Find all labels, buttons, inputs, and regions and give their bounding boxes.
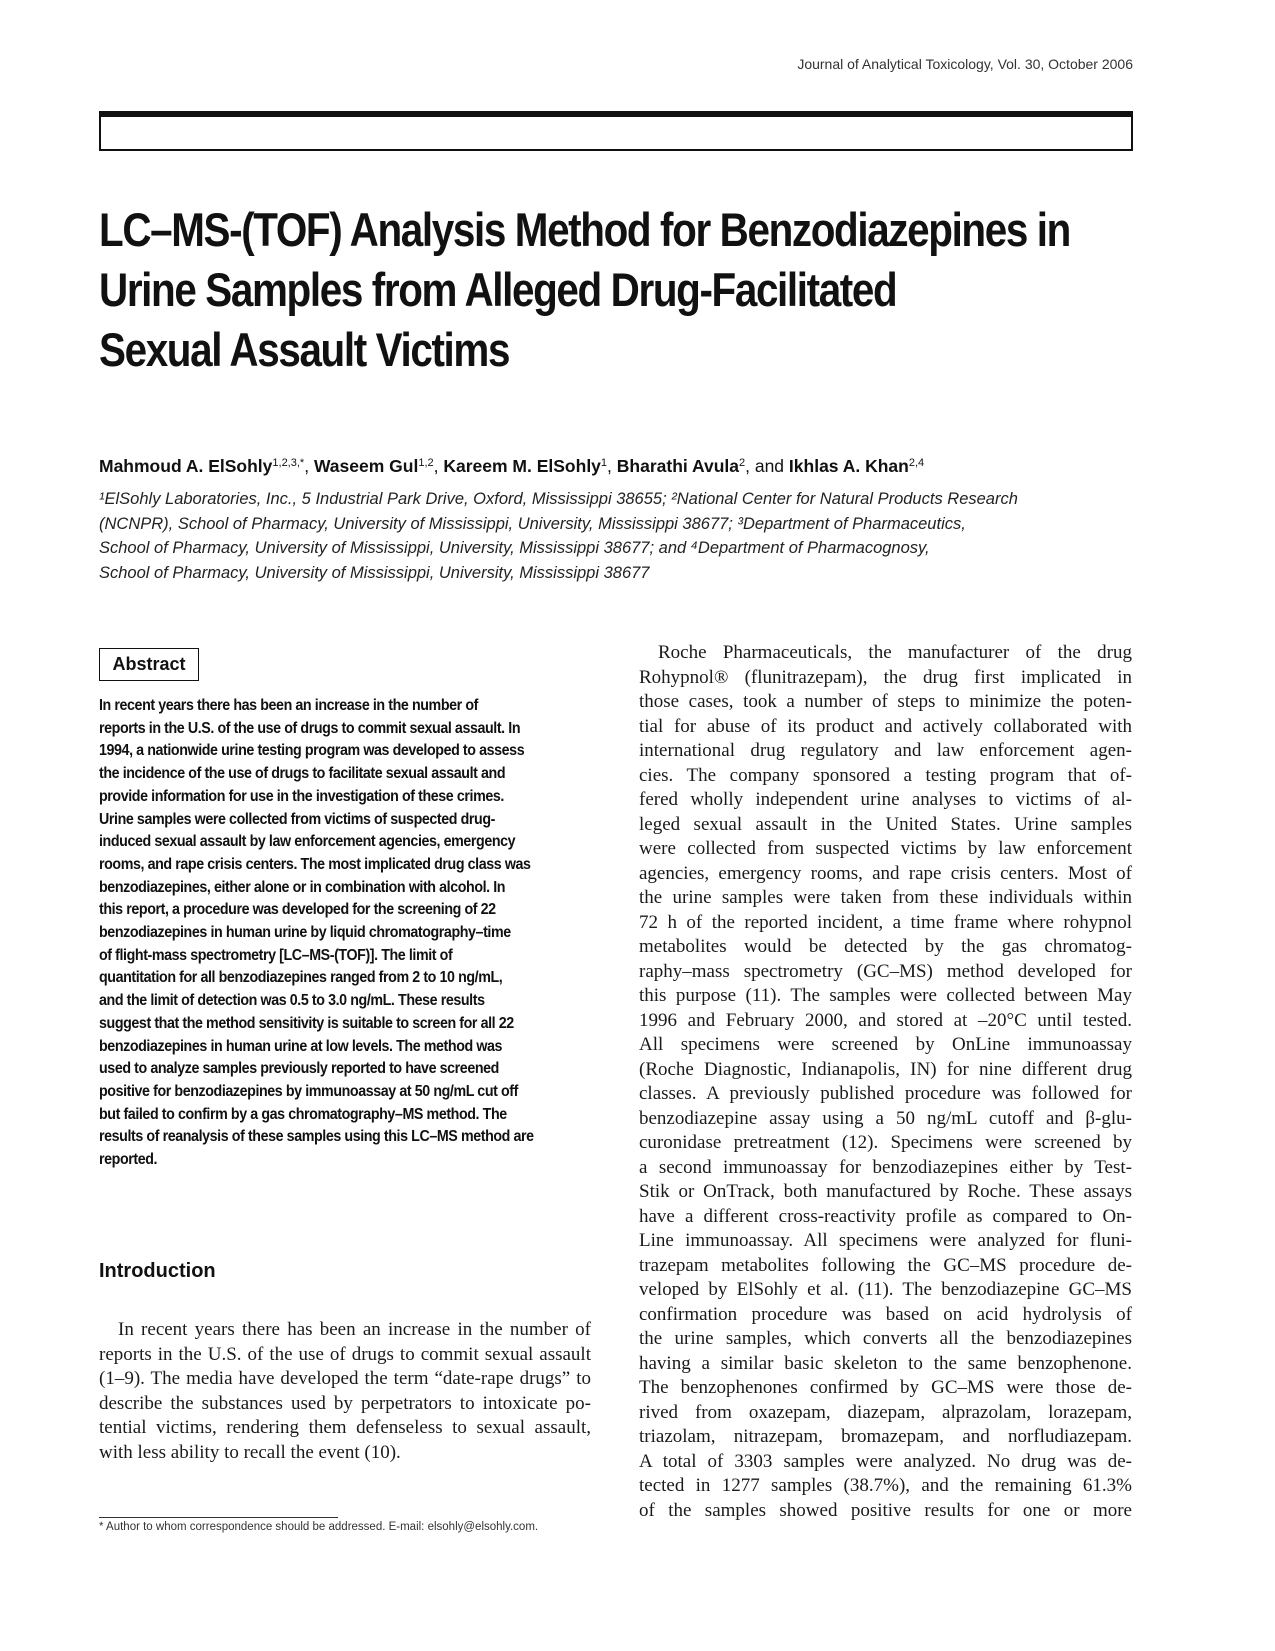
body-line: confirmation procedure was based on acid hydrolysis of: [639, 1303, 1132, 1325]
affiliations: [99, 487, 1179, 585]
title-banner-box: [99, 111, 1133, 151]
footnote-rule: [99, 1517, 338, 1518]
abstract-line: benzodiazepines in human urine at low levels. The method was: [99, 1037, 503, 1055]
body-line: leged sexual assault in the United States. Urine samples: [639, 813, 1132, 835]
body-line: Line immunoassay. All specimens were analyzed for fluni-: [639, 1230, 1132, 1251]
body-line: international drug regulatory and law enforcement agen-: [639, 740, 1132, 761]
body-line: triazolam, nitrazepam, bromazepam, and norfludiazepam.: [639, 1426, 1132, 1447]
author-affiliation-marker: 1,2: [418, 457, 434, 469]
body-line: reports in the U.S. of the use of drugs to commit sexual assault: [99, 1343, 591, 1365]
body-line: having a similar basic skeleton to the same benzophenone.: [639, 1352, 1132, 1374]
abstract-line: benzodiazepines, either alone or in combination with alcohol. In: [99, 878, 506, 896]
abstract-line: suggest that the method sensitivity is suitable to screen for all 22: [99, 1014, 514, 1032]
body-line: fered wholly independent urine analyses to victims of al-: [639, 789, 1132, 810]
body-line: this purpose (11). The samples were collected between May: [639, 985, 1132, 1006]
author-name: Waseem Gul: [313, 456, 419, 476]
abstract-line: induced sexual assault by law enforcement agencies, emergency: [99, 833, 516, 851]
body-line: metabolites would be detected by the gas chromatog-: [639, 936, 1132, 957]
abstract-line: of flight-mass spectrometry [LC–MS-(TOF)]. The limit of: [99, 946, 453, 964]
abstract-line: this report, a procedure was developed for the screening of 22: [99, 901, 496, 919]
author-name: Bharathi Avula: [616, 456, 739, 476]
body-line: cies. The company sponsored a testing program that of-: [639, 764, 1132, 786]
abstract-line: 1994, a nationwide urine testing program was developed to assess: [99, 742, 525, 760]
body-line: Stik or OnTrack, both manufactured by Roche. These assays: [639, 1181, 1132, 1202]
body-line: Rohypnol® (flunitrazepam), the drug first implicated in: [639, 666, 1132, 688]
author-affiliation-marker: 2: [738, 457, 746, 469]
body-line: those cases, took a number of steps to minimize the poten-: [639, 691, 1132, 712]
author-affiliation-marker: 2,4: [908, 457, 925, 469]
correspondence-footnote: * Author to whom correspondence should be addressed. E-mail: elsohly@elsohly.com.: [99, 1521, 539, 1533]
body-line: (Roche Diagnostic, Indianapolis, IN) for nine different drug: [639, 1058, 1132, 1080]
abstract-line: rooms, and rape crisis centers. The most implicated drug class was: [99, 855, 531, 873]
body-line: benzodiazepine assay using a 50 ng/mL cutoff and β-glu-: [639, 1107, 1132, 1129]
article-title: [99, 200, 1070, 380]
body-line: the urine samples, which converts all the benzodiazepines: [639, 1328, 1132, 1349]
abstract-line: and the limit of detection was 0.5 to 3.0 ng/mL. These results: [99, 992, 485, 1010]
affiliation-line: ¹ElSohly Laboratories, Inc., 5 Industrial Park Drive, Oxford, Mississippi 38655; ²National Center for Natural Products Research: [99, 490, 1018, 508]
abstract-line: reported.: [99, 1151, 158, 1169]
body-line: a second immunoassay for benzodiazepines either by Test-: [639, 1156, 1132, 1178]
author-name: Mahmoud A. ElSohly: [99, 456, 273, 476]
right-column-text: [639, 641, 1132, 1523]
author-conjunction: and: [754, 456, 785, 476]
affiliation-line: School of Pharmacy, University of Mississippi, University, Mississippi 38677; and ⁴Department of Pharmacognosy,: [99, 539, 930, 557]
author-affiliation-marker: 1: [600, 457, 608, 469]
body-line: A total of 3303 samples were analyzed. No drug was de-: [639, 1450, 1132, 1472]
body-line: The benzophenones confirmed by GC–MS were those de-: [639, 1377, 1132, 1398]
body-line: (1–9). The media have developed the term “date-rape drugs” to: [99, 1368, 591, 1389]
body-line: classes. A previously published procedure was followed for: [639, 1083, 1132, 1104]
body-line: with less ability to recall the event (10).: [99, 1441, 401, 1463]
body-line: agencies, emergency rooms, and rape crisis centers. Most of: [639, 862, 1132, 884]
body-line: describe the substances used by perpetrators to intoxicate po-: [99, 1392, 591, 1414]
running-head: Journal of Analytical Toxicology, Vol. 30, October 2006: [797, 56, 1133, 72]
abstract-line: used to analyze samples previously reported to have screened: [99, 1060, 499, 1078]
title-line: Urine Samples from Alleged Drug-Facilitated: [99, 263, 897, 316]
body-line: tial for abuse of its product and actively collaborated with: [639, 715, 1132, 737]
abstract-line: Urine samples were collected from victims of suspected drug-: [99, 810, 495, 828]
body-line: the urine samples were taken from these individuals within: [639, 887, 1132, 908]
title-line: LC–MS-(TOF) Analysis Method for Benzodiazepines in: [99, 203, 1070, 256]
title-line: Sexual Assault Victims: [99, 323, 510, 376]
body-line: rived from oxazepam, diazepam, alprazolam, lorazepam,: [639, 1401, 1132, 1423]
affiliation-line: (NCNPR), School of Pharmacy, University of Mississippi, University, Mississippi 38677; ³Department of Pharmaceutics,: [99, 514, 966, 533]
introduction-text: [99, 1318, 591, 1465]
body-line: tected in 1277 samples (38.7%), and the remaining 61.3%: [639, 1475, 1132, 1496]
body-line: veloped by ElSohly et al. (11). The benzodiazepine GC–MS: [639, 1279, 1132, 1300]
abstract-line: In recent years there has been an increase in the number of: [99, 697, 478, 714]
body-line: curonidase pretreatment (12). Specimens were screened by: [639, 1132, 1132, 1153]
body-line: 72 h of the reported incident, a time frame where rohypnol: [639, 911, 1132, 933]
abstract-line: results of reanalysis of these samples using this LC–MS method are: [99, 1128, 534, 1146]
body-line: tential victims, rendering them defenseless to sexual assault,: [99, 1417, 591, 1438]
author-list: Mahmoud A. ElSohly$^{1,2,3,*}$, Waseem Gul$^{1,2}$, Kareem M. ElSohly$^1$, Bharathi Avula$^2$, and Ikhlas A. Khan$^{2,4}$: [99, 456, 925, 476]
abstract-text: [99, 695, 591, 1172]
body-line: have a different cross-reactivity profile as compared to On-: [639, 1205, 1132, 1227]
body-line: raphy–mass spectrometry (GC–MS) method developed for: [639, 960, 1132, 982]
abstract-line: positive for benzodiazepines by immunoassay at 50 ng/mL cut off: [99, 1082, 518, 1100]
abstract-line: reports in the U.S. of the use of drugs to commit sexual assault. In: [99, 719, 521, 737]
author-name: Kareem M. ElSohly: [443, 456, 601, 476]
body-line: In recent years there has been an increase in the number of: [99, 1319, 591, 1340]
abstract-line: benzodiazepines in human urine by liquid chromatography–time: [99, 924, 511, 942]
author-name: Ikhlas A. Khan: [788, 456, 909, 476]
body-line: were collected from suspected victims by law enforcement: [639, 838, 1132, 859]
introduction-heading: Introduction: [99, 1260, 216, 1282]
body-line: All specimens were screened by OnLine immunoassay: [639, 1034, 1132, 1055]
affiliation-line: School of Pharmacy, University of Mississippi, University, Mississippi 38677: [99, 563, 650, 582]
author-affiliation-marker: 1,2,3,*: [272, 457, 305, 469]
abstract-line: but failed to confirm by a gas chromatography–MS method. The: [99, 1105, 507, 1123]
abstract-line: provide information for use in the investigation of these crimes.: [99, 787, 504, 805]
abstract-line: the incidence of the use of drugs to facilitate sexual assault and: [99, 765, 506, 783]
abstract-label: Abstract: [99, 648, 199, 681]
body-line: of the samples showed positive results for one or more: [639, 1499, 1132, 1521]
body-line: trazepam metabolites following the GC–MS procedure de-: [639, 1254, 1132, 1276]
body-line: 1996 and February 2000, and stored at –20°C until tested.: [639, 1009, 1132, 1031]
body-line: Roche Pharmaceuticals, the manufacturer of the drug: [639, 642, 1132, 663]
abstract-line: quantitation for all benzodiazepines ranged from 2 to 10 ng/mL,: [99, 969, 503, 987]
